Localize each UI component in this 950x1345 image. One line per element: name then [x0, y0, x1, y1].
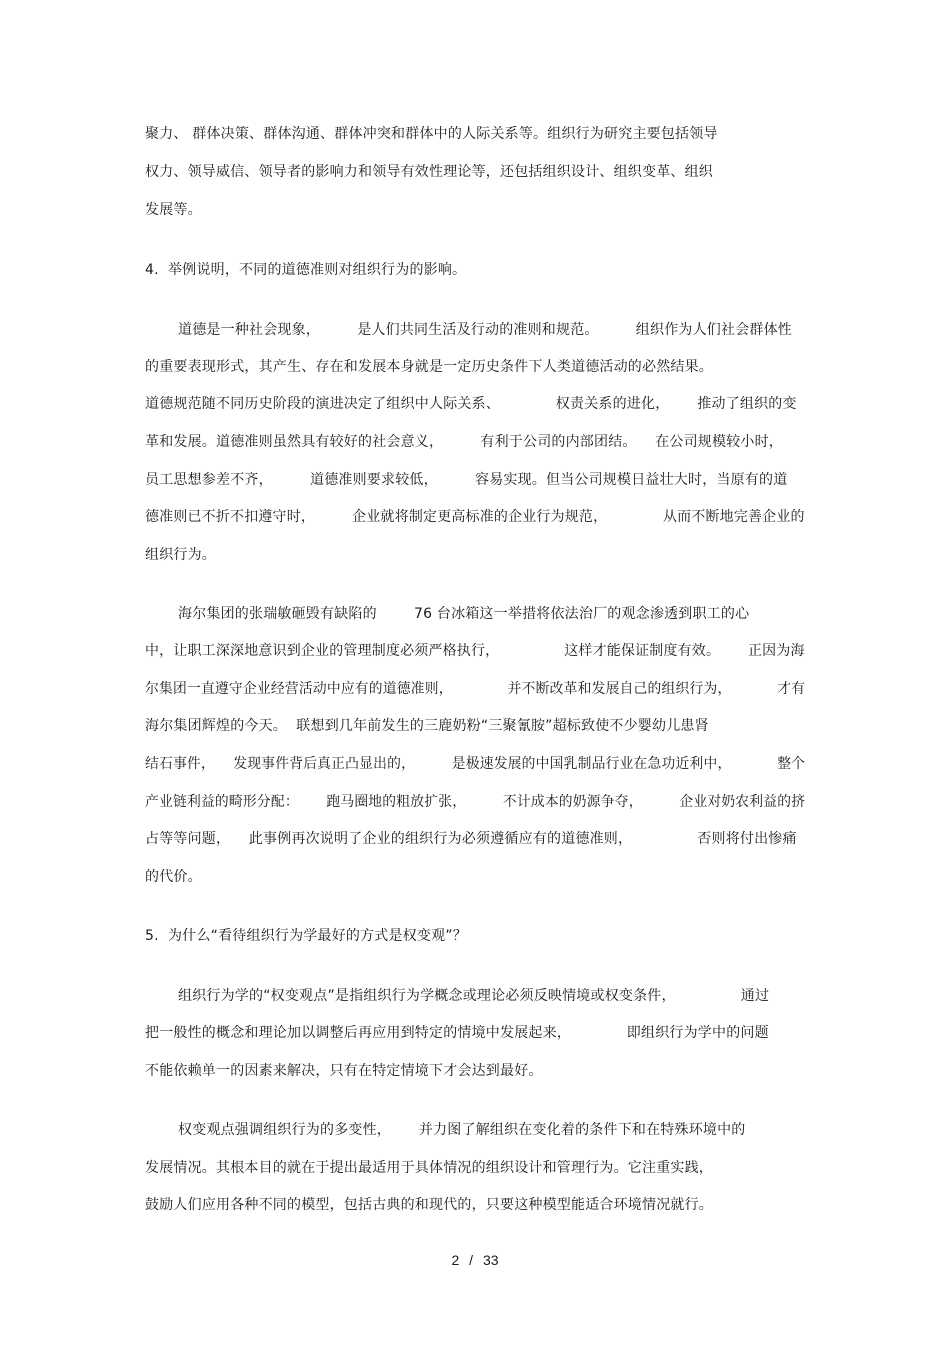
- text-line: 海尔集团辉煌的今天。 联想到几年前发生的三鹿奶粉“三聚氰胺”超标致使不少婴幼儿患肾: [145, 718, 709, 734]
- paragraph-start-line: 组织行为学的“权变观点”是指组织行为学概念或理论必须反映情境或权变条件， 通过: [178, 988, 770, 1004]
- text-line: 员工思想参差不齐， 道德准则要求较低， 容易实现。但当公司规模日益壮大时，当原有的道: [145, 472, 788, 488]
- text-line: 道德规范随不同历史阶段的演进决定了组织中人际关系、 权责关系的进化， 推动了组织的变: [145, 396, 797, 412]
- text-line: 革和发展。道德准则虽然具有较好的社会意义， 有利于公司的内部团结。 在公司规模较小时，: [145, 434, 783, 450]
- paragraph-start-line: 海尔集团的张瑞敏砸毁有缺陷的 76 台冰箱这一举措将依法治厂的观念渗透到职工的心: [178, 606, 750, 622]
- text-line: 的重要表现形式，其产生、存在和发展本身就是一定历史条件下人类道德活动的必然结果。: [145, 359, 713, 375]
- text-line: 把一般性的概念和理论加以调整后再应用到特定的情境中发展起来， 即组织行为学中的问题: [145, 1025, 769, 1041]
- text-line: 产业链利益的畸形分配： 跑马圈地的粗放扩张， 不计成本的奶源争夺， 企业对奶农利益的挤: [145, 794, 806, 810]
- text-line: 组织行为。: [145, 547, 216, 563]
- text-line: 权力、领导威信、领导者的影响力和领导有效性理论等，还包括组织设计、组织变革、组织: [145, 164, 713, 180]
- text-line: 不能依赖单一的因素来解决，只有在特定情境下才会达到最好。: [145, 1063, 543, 1079]
- page-number: 2: [451, 1252, 460, 1268]
- text-line: 尔集团一直遵守企业经营活动中应有的道德准则， 并不断改革和发展自己的组织行为， 才有: [145, 681, 806, 697]
- total-pages: 33: [482, 1252, 499, 1268]
- paragraph-start-line: 道德是一种社会现象， 是人们共同生活及行动的准则和规范。 组织作为人们社会群体性: [178, 322, 793, 338]
- text-line: 占等等问题， 此事例再次说明了企业的组织行为必须遵循应有的道德准则， 否则将付出惨痛: [145, 831, 797, 847]
- text-line: 发展等。: [145, 202, 202, 218]
- text-line: 中，让职工深深地意识到企业的管理制度必须严格执行， 这样才能保证制度有效。 正因为海: [145, 643, 805, 659]
- text-line: 发展情况。其根本目的就在于提出最适用于具体情况的组织设计和管理行为。它注重实践，: [145, 1160, 713, 1176]
- text-line: 结石事件， 发现事件背后真正凸显出的， 是极速发展的中国乳制品行业在急功近利中， 整个: [145, 756, 806, 772]
- question-heading: 5. 为什么“看待组织行为学最好的方式是权变观”？: [145, 928, 467, 944]
- paragraph-start-line: 权变观点强调组织行为的多变性， 并力图了解组织在变化着的条件下和在特殊环境中的: [178, 1122, 746, 1138]
- page-footer: [0, 1252, 950, 1268]
- text-line: 的代价。: [145, 869, 202, 885]
- question-heading: 4. 举例说明，不同的道德准则对组织行为的影响。: [145, 262, 467, 278]
- page-separator: /: [469, 1252, 474, 1268]
- text-line: 聚力、 群体决策、群体沟通、群体冲突和群体中的人际关系等。组织行为研究主要包括领导: [145, 126, 718, 142]
- text-line: 鼓励人们应用各种不同的模型，包括古典的和现代的，只要这种模型能适合环境情况就行。: [145, 1197, 713, 1213]
- text-line: 德准则已不折不扣遵守时， 企业就将制定更高标准的企业行为规范， 从而不断地完善企业的: [145, 509, 805, 525]
